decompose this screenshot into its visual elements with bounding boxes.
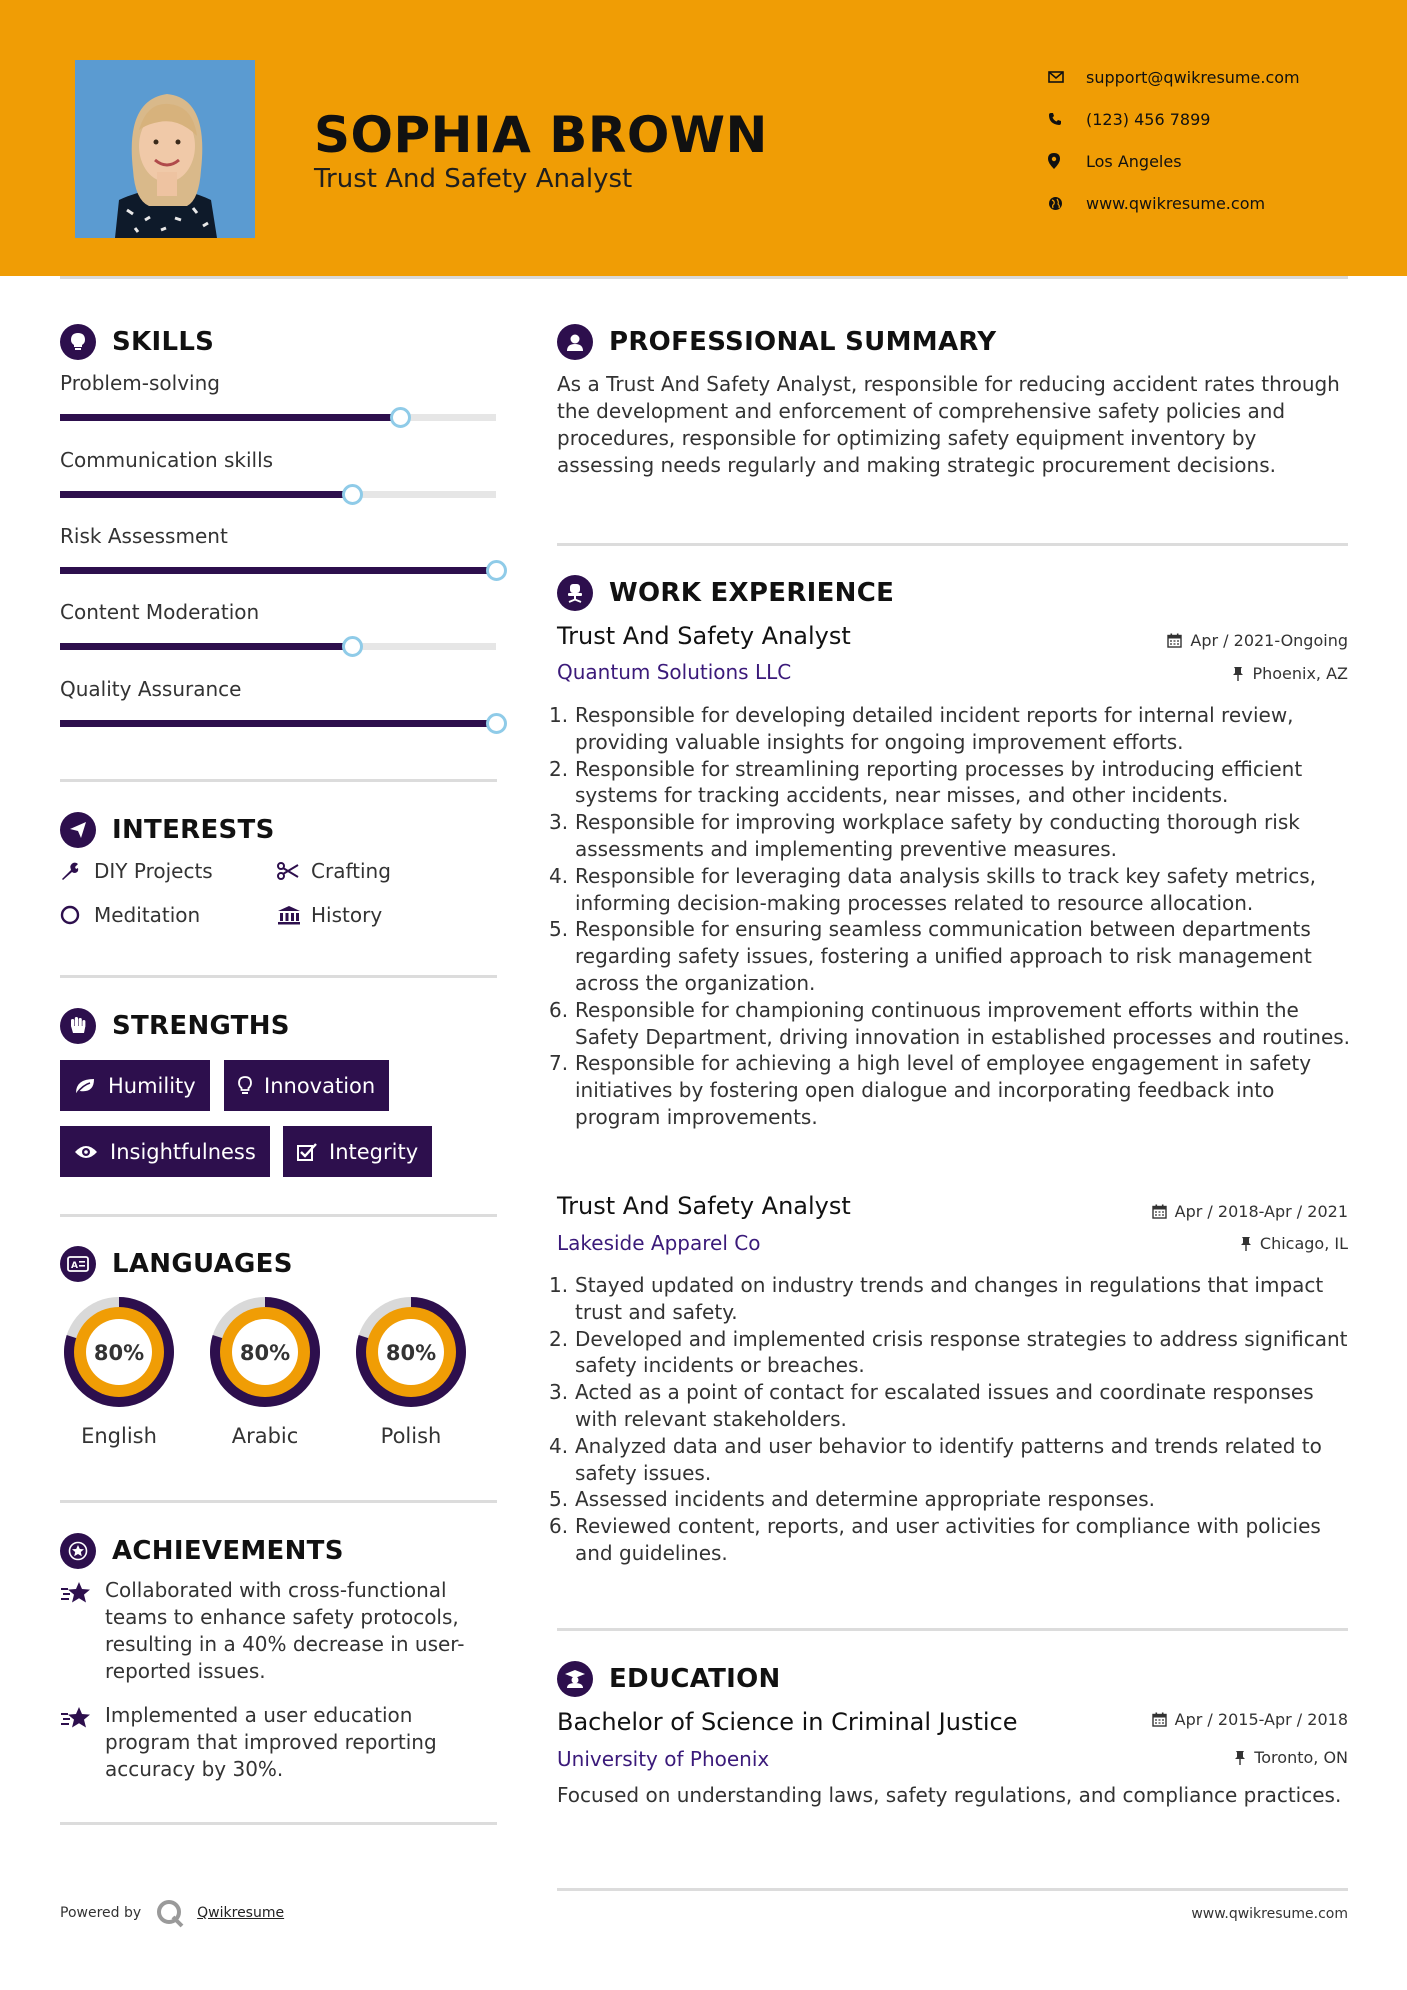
skill-bar xyxy=(60,414,496,421)
globe-icon xyxy=(1048,196,1086,211)
job-responsibilities xyxy=(549,702,1352,1131)
section-divider xyxy=(60,1500,497,1503)
skill-name: Problem-solving xyxy=(60,371,220,395)
contact-website[interactable] xyxy=(1048,182,1300,224)
eye-icon xyxy=(74,1144,98,1160)
interest-item: Crafting xyxy=(277,859,391,883)
location-text: Los Angeles xyxy=(1086,151,1182,171)
paper-plane-icon xyxy=(60,812,96,848)
skill-item xyxy=(60,448,496,472)
lightbulb-icon xyxy=(60,324,96,360)
calendar-icon xyxy=(1167,633,1182,648)
strength-badge: Insightfulness xyxy=(60,1126,270,1177)
list-item: 7. Responsible for achieving a high level of employee engagement in safety initiatives by fostering open dialogue and incorporating feedback into program improvements. xyxy=(549,1051,1312,1129)
list-item: 3. Responsible for improving workplace safety by conducting thorough risk assessments and implementing preventive measures. xyxy=(549,810,1300,861)
language-percent: 80% xyxy=(93,1341,145,1365)
list-item: 4. Responsible for leveraging data analysis skills to track key safety metrics, informing decision-making processes related to resource allocation. xyxy=(549,863,1317,915)
skill-item xyxy=(60,677,496,701)
resume-header xyxy=(0,0,1407,276)
star-badge-icon xyxy=(60,1533,96,1569)
list-item: 1. Responsible for developing detailed incident reports for internal review, providing valuable insights for ongoing improvement efforts. xyxy=(549,703,1294,754)
section-divider xyxy=(60,1822,497,1825)
skill-name: Content Moderation xyxy=(60,600,260,624)
pushpin-icon xyxy=(1240,1236,1252,1251)
job-dates: Apr / 2021-Ongoing xyxy=(1167,631,1348,650)
candidate-title: Trust And Safety Analyst xyxy=(314,164,633,194)
calendar-icon xyxy=(1152,1204,1167,1219)
skills-heading: SKILLS xyxy=(60,324,214,360)
header-divider xyxy=(60,276,1348,279)
language-card-icon xyxy=(60,1246,96,1282)
language-percent: 80% xyxy=(385,1341,437,1365)
skill-level-knob xyxy=(342,484,363,505)
section-divider xyxy=(60,1214,497,1217)
language-ring xyxy=(203,1290,327,1414)
list-item: 2. Developed and implemented crisis response strategies to address significant safety incidents or breaches. xyxy=(549,1326,1348,1378)
skill-level-knob xyxy=(342,636,363,657)
contact-list xyxy=(1048,56,1300,224)
language-name: English xyxy=(81,1424,157,1448)
museum-icon xyxy=(277,905,311,925)
map-pin-icon xyxy=(1048,153,1086,169)
experience-heading: WORK EXPERIENCE xyxy=(557,575,894,611)
skill-name: Quality Assurance xyxy=(60,677,242,701)
skill-level-knob xyxy=(390,407,411,428)
envelope-icon xyxy=(1048,71,1086,83)
contact-phone[interactable] xyxy=(1048,98,1300,140)
education-dates: Apr / 2015-Apr / 2018 xyxy=(1152,1710,1348,1729)
skill-bar xyxy=(60,720,496,727)
footer-website[interactable]: www.qwikresume.com xyxy=(1191,1906,1348,1922)
shooting-star-icon xyxy=(60,1577,105,1685)
skill-bar xyxy=(60,491,496,498)
skill-name: Communication skills xyxy=(60,448,274,472)
language-percent: 80% xyxy=(239,1341,291,1365)
section-divider xyxy=(557,1888,1348,1891)
profile-photo xyxy=(75,60,255,238)
skill-item xyxy=(60,371,496,395)
list-item: 6. Reviewed content, reports, and user activities for compliance with policies and guidelines. xyxy=(549,1514,1321,1565)
wrench-icon xyxy=(60,861,94,881)
language-item xyxy=(203,1290,327,1448)
summary-text: As a Trust And Safety Analyst, responsible for reducing accident rates through the development and enforcement of comprehensive safety policies and procedures, responsible for optimizing safety equipment inventory by assessing needs regularly and making strategic procurement decisions. xyxy=(557,372,1340,477)
education-location: Toronto, ON xyxy=(1234,1748,1348,1767)
language-name: Arabic xyxy=(231,1424,299,1448)
fist-icon xyxy=(60,1008,96,1044)
language-ring xyxy=(349,1290,473,1414)
degree-title: Bachelor of Science in Criminal Justice xyxy=(557,1708,1018,1736)
list-item: 5. Assessed incidents and determine appropriate responses. xyxy=(549,1487,1155,1512)
achievements-heading: ACHIEVEMENTS xyxy=(60,1533,344,1569)
skill-bar xyxy=(60,567,496,574)
list-item: 2. Responsible for streamlining reporting processes by introducing efficient systems for tracking accidents, near misses, and other incidents. xyxy=(549,756,1303,808)
phone-icon xyxy=(1048,112,1086,126)
powered-by-text: Powered by xyxy=(60,1905,142,1921)
list-item: 5. Responsible for ensuring seamless communication between departments regarding safety issues, fostering a unified approach to risk management across the organization. xyxy=(549,917,1312,995)
strength-badge: Integrity xyxy=(283,1126,432,1177)
interests-heading: INTERESTS xyxy=(60,812,275,848)
skill-item xyxy=(60,600,496,624)
pushpin-icon xyxy=(1232,666,1244,681)
school-name: University of Phoenix xyxy=(557,1747,770,1771)
strengths-heading: STRENGTHS xyxy=(60,1008,290,1044)
svg-text:A: A xyxy=(71,1261,78,1271)
job-location: Phoenix, AZ xyxy=(1232,664,1348,683)
job-responsibilities xyxy=(549,1272,1352,1567)
strength-badge: Innovation xyxy=(224,1060,389,1111)
list-item: 3. Acted as a point of contact for escalated issues and coordinate responses with relevant stakeholders. xyxy=(549,1380,1314,1431)
summary-heading: PROFESSIONAL SUMMARY xyxy=(557,324,996,360)
circle-icon xyxy=(60,905,94,925)
leaf-icon xyxy=(74,1077,96,1095)
contact-location xyxy=(1048,140,1300,182)
language-item xyxy=(349,1290,473,1448)
list-item: 6. Responsible for championing continuous improvement efforts within the Safety Department, driving innovation in established processes and routines. xyxy=(549,997,1351,1049)
list-item: 1. Stayed updated on industry trends and changes in regulations that impact trust and safety. xyxy=(549,1273,1324,1324)
job-dates: Apr / 2018-Apr / 2021 xyxy=(1152,1202,1348,1221)
job-company: Lakeside Apparel Co xyxy=(557,1231,761,1255)
section-divider xyxy=(60,779,497,782)
list-item: 4. Analyzed data and user behavior to identify patterns and trends related to safety issues. xyxy=(549,1433,1322,1485)
skill-level-knob xyxy=(486,713,507,734)
interest-item: Meditation xyxy=(60,903,200,927)
education-heading: EDUCATION xyxy=(557,1661,781,1697)
contact-email[interactable] xyxy=(1048,56,1300,98)
lightbulb-icon xyxy=(238,1076,252,1096)
website-text: www.qwikresume.com xyxy=(1086,193,1266,213)
language-item xyxy=(57,1290,181,1448)
check-square-icon xyxy=(297,1143,317,1161)
phone-text: (123) 456 7899 xyxy=(1086,109,1211,129)
languages-heading: A LANGUAGES xyxy=(60,1246,293,1282)
skill-bar xyxy=(60,643,496,650)
language-ring xyxy=(57,1290,181,1414)
graduate-icon xyxy=(557,1661,593,1697)
calendar-icon xyxy=(1152,1712,1167,1727)
job-title: Trust And Safety Analyst xyxy=(557,1192,851,1220)
section-divider xyxy=(557,1628,1348,1631)
section-divider xyxy=(60,975,497,978)
achievement-item: Implemented a user education program that improved reporting accuracy by 30%. xyxy=(60,1702,500,1783)
footer-branding xyxy=(60,1898,284,1928)
education-description: Focused on understanding laws, safety regulations, and compliance practices. xyxy=(557,1783,1342,1807)
section-divider xyxy=(557,543,1348,546)
skill-level-knob xyxy=(486,560,507,581)
candidate-name: SOPHIA BROWN xyxy=(314,106,768,164)
job-company: Quantum Solutions LLC xyxy=(557,660,792,684)
email-text: support@qwikresume.com xyxy=(1086,67,1300,87)
job-location: Chicago, IL xyxy=(1240,1234,1348,1253)
office-chair-icon xyxy=(557,575,593,611)
job-title: Trust And Safety Analyst xyxy=(557,622,851,650)
skill-name: Risk Assessment xyxy=(60,524,228,548)
achievement-item: Collaborated with cross-functional teams to enhance safety protocols, resulting in a 40% decrease in user-reported issues. xyxy=(60,1577,500,1685)
interest-item: DIY Projects xyxy=(60,859,213,883)
scissors-icon xyxy=(277,862,311,880)
qwikresume-link[interactable]: Qwikresume xyxy=(197,1905,285,1921)
user-icon xyxy=(557,324,593,360)
interest-item: History xyxy=(277,903,382,927)
skill-item xyxy=(60,524,496,548)
qwikresume-logo-icon xyxy=(155,1898,185,1928)
language-name: Polish xyxy=(380,1424,442,1448)
pushpin-icon xyxy=(1234,1750,1246,1765)
strength-badge: Humility xyxy=(60,1060,210,1111)
shooting-star-icon xyxy=(60,1702,105,1783)
